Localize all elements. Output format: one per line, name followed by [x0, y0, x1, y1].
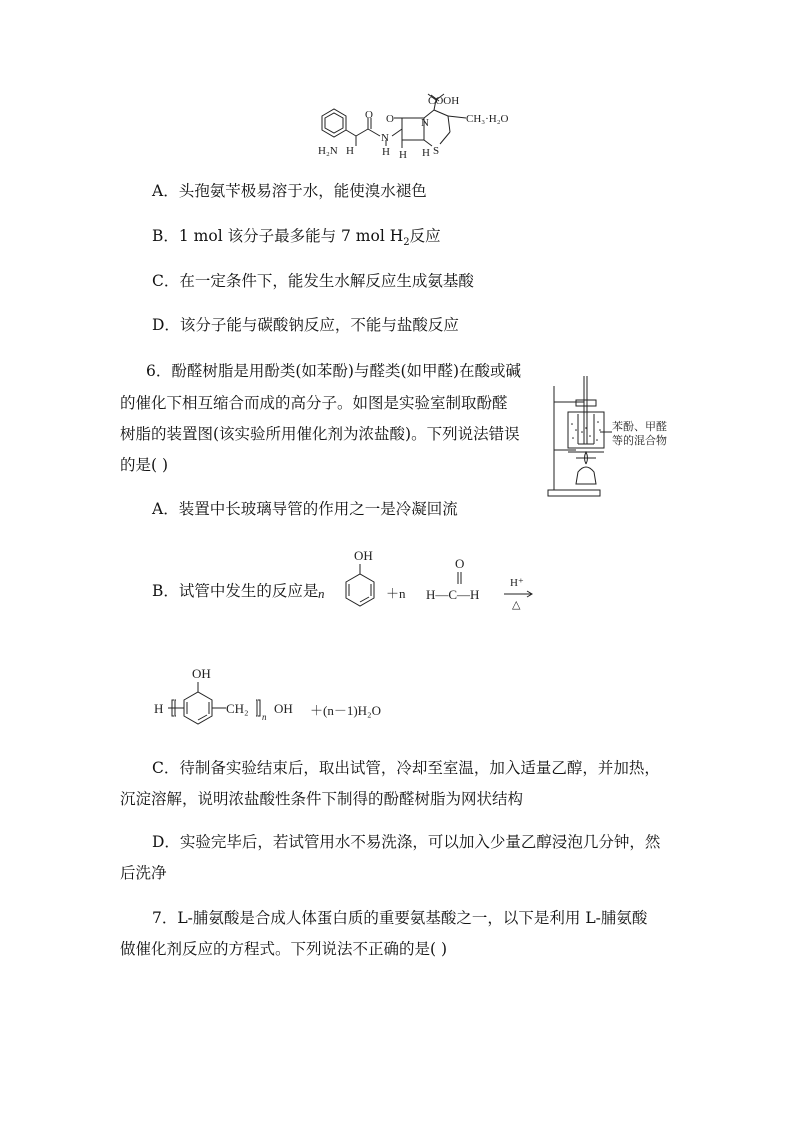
catalyst-label: H⁺: [510, 577, 524, 589]
q5-option-b: B．1 mol 该分子最多能与 7 mol $H_2$反应: [152, 227, 441, 249]
apparatus-label-2: 等的混合物: [612, 435, 667, 447]
heat-label: △: [512, 599, 521, 611]
ch3-h2o-label: CH₃·H₂O: [466, 113, 509, 125]
h2n-label: H₂N: [318, 145, 338, 157]
h-left-label: H: [346, 145, 354, 157]
water-label: ＋(n－1)H₂O: [310, 703, 381, 718]
q5-option-a: A．头孢氨苄极易溶于水，能使溴水褪色: [152, 182, 427, 200]
apparatus-label-1: 苯酚、甲醛: [612, 421, 667, 433]
q5-option-c: C．在一定条件下，能发生水解反应生成氨基酸: [152, 272, 474, 290]
nh-h-label: H: [382, 146, 390, 158]
q6-option-a: A．装置中长玻璃导管的作用之一是冷凝回流: [152, 500, 458, 518]
reactant-n-coefficient: n: [318, 586, 325, 601]
n-ring-label: N: [421, 117, 429, 129]
reaction-products: [150, 660, 430, 732]
o-label: O: [365, 109, 373, 121]
product-oh-label: OH: [192, 666, 211, 681]
cephalexin-structure: [310, 88, 540, 168]
q6-option-c-line-2: 沉淀溶解，说明浓盐酸性条件下制得的酚醛树脂为网状结构: [120, 790, 524, 808]
q7-stem-line-1: 7．L-脯氨酸是合成人体蛋白质的重要氨基酸之一，以下是利用 L-脯氨酸: [152, 909, 648, 927]
reaction-reactants: [318, 542, 548, 614]
q6-stem-line-2: 的催化下相互缩合而成的高分子。如图是实验室制取酚醛: [120, 394, 508, 412]
q5-option-d: D．该分子能与碳酸钠反应，不能与盐酸反应: [152, 316, 459, 334]
product-n-subscript: n: [262, 712, 267, 722]
apparatus-diagram: [540, 372, 690, 502]
plus-n-label: ＋n: [386, 586, 406, 601]
q7-stem-line-2: 做催化剂反应的方程式。下列说法不正确的是( ): [120, 940, 448, 958]
q6-option-d-line-2: 后洗净: [120, 864, 167, 882]
h-ring-label: H: [422, 147, 430, 159]
s-label: S: [433, 145, 440, 157]
q6-stem-line-1: 6．酚醛树脂是用酚类(如苯酚)与醛类(如甲醛)在酸或碱: [146, 362, 522, 380]
cooh-label: COOH: [428, 95, 460, 107]
product-h-label: H: [154, 701, 164, 716]
product-ch2-label: CH₂: [226, 701, 249, 716]
product-end-oh-label: OH: [274, 701, 293, 716]
lactam-o-label: O: [386, 113, 394, 125]
formaldehyde-o-label: O: [455, 556, 465, 571]
nh-label: N: [381, 132, 389, 144]
q6-option-d-line-1: D．实验完毕后，若试管用水不易洗涤，可以加入少量乙醇浸泡几分钟，然: [152, 833, 661, 851]
q6-option-c-line-1: C．待制备实验结束后，取出试管，冷却至室温，加入适量乙醇，并加热，: [152, 759, 660, 777]
h-bottom-label: H: [399, 149, 407, 161]
q6-option-b-label: B．试管中发生的反应是: [152, 582, 319, 600]
formaldehyde-label: H—C—H: [426, 587, 480, 602]
q6-stem-line-4: 的是( ): [120, 456, 169, 474]
phenol-oh-label: OH: [354, 548, 373, 563]
q6-stem-line-3: 树脂的装置图(该实验所用催化剂为浓盐酸)。下列说法错误: [120, 425, 520, 443]
